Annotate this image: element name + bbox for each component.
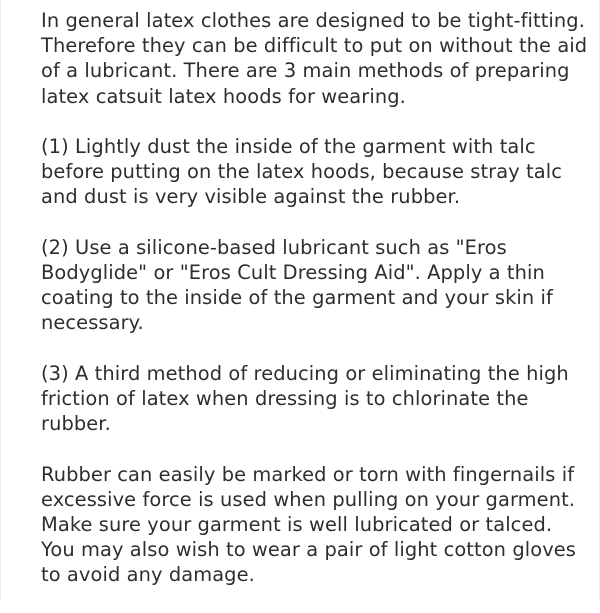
paragraph-method-2 bbox=[41, 235, 555, 336]
text-line: and dust is very visible against the rubber. bbox=[41, 185, 461, 209]
paragraph-intro bbox=[41, 8, 588, 109]
text-line: excessive force is used when pulling on your garment. bbox=[41, 487, 576, 511]
paragraph-method-1 bbox=[41, 134, 562, 210]
text-line: coating to the inside of the garment and your skin if bbox=[41, 286, 553, 310]
text-line: before putting on the latex hoods, because stray talc bbox=[41, 160, 562, 184]
text-line: friction of latex when dressing is to chlorinate the bbox=[41, 387, 529, 410]
text-line: (3) A third method of reducing or eliminating the high bbox=[41, 361, 569, 385]
text-line: rubber. bbox=[41, 412, 111, 436]
text-line: You may also wish to wear a pair of light cotton gloves bbox=[41, 538, 577, 562]
text-line: Therefore they can be difficult to put on without the aid bbox=[41, 34, 588, 58]
paragraph-care-note bbox=[41, 462, 577, 588]
text-line: In general latex clothes are designed to be tight-fitting. bbox=[41, 9, 585, 32]
text-line: (2) Use a silicone-based lubricant such as "Eros bbox=[41, 235, 507, 259]
paragraph-method-3 bbox=[41, 361, 569, 437]
text-line: Make sure your garment is well lubricated or talced. bbox=[41, 513, 553, 536]
text-line: Bodyglide" or "Eros Cult Dressing Aid". Apply a thin bbox=[41, 261, 545, 284]
text-line: Rubber can easily be marked or torn with fingernails if bbox=[41, 462, 575, 486]
document-body bbox=[41, 8, 588, 613]
text-line: latex catsuit latex hoods for wearing. bbox=[41, 84, 406, 108]
text-line: (1) Lightly dust the inside of the garment with talc bbox=[41, 135, 536, 158]
text-line: to avoid any damage. bbox=[41, 563, 255, 587]
text-line: necessary. bbox=[41, 311, 144, 335]
text-line: of a lubricant. There are 3 main methods of preparing bbox=[41, 59, 570, 83]
